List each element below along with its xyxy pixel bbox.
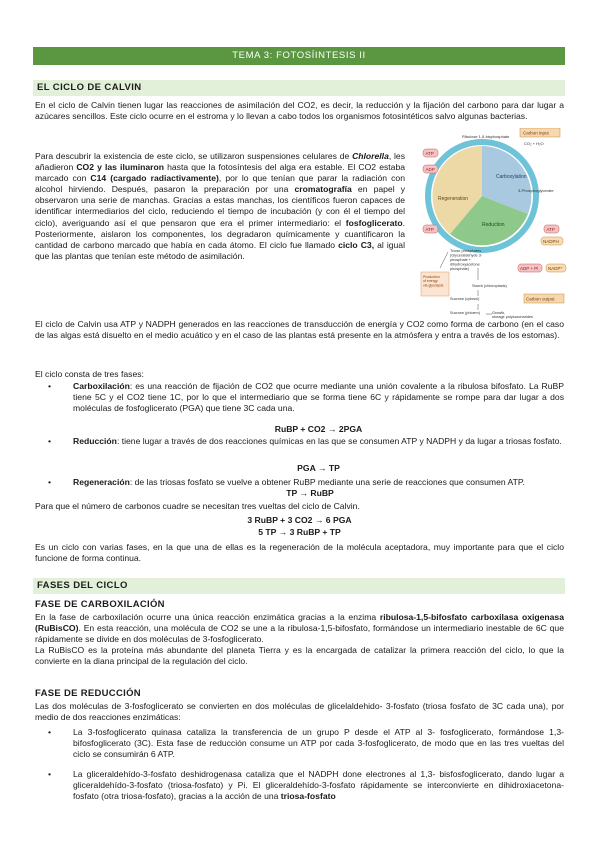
- nadp-label: NADP⁺: [548, 266, 563, 271]
- bullet-icon: •: [48, 477, 52, 487]
- bullet-quinasa: La 3-fosfoglicerato quinasa cataliza la transferencia de un grupo P desde el ATP al 3- fosfoglicerato, formándose 1,3-bifosfoglicerato (3C). Esta fase de reducción consume un ATP por cada 3-fosfoglicerato, de modo que en las tres vueltas del ciclo se consumirán 6 ATP.: [73, 727, 564, 760]
- reduction-intro-paragraph: Las dos moléculas de 3-fosfoglicerato se convierten en dos moléculas de glicelaldehido- 3-fosfato (triosa fosfato de 3C cada una), por medio de dos reacciones enzimáticas:: [35, 701, 564, 723]
- calvin-cycle-diagram: [420, 128, 570, 328]
- output-arrows: [478, 268, 492, 314]
- ribulose-label: Ribulose 1,5-bisphosphate: [462, 134, 510, 139]
- triose-label: Triose phosphates (Glyceraldehyde 3- phosphate + dihydroxyacetone phosphate): [450, 249, 483, 271]
- reduction-label: Reduction: [482, 222, 505, 228]
- bullet-icon: •: [48, 436, 52, 446]
- carbon-input-label: Carbon input: [523, 130, 549, 136]
- regeneration-label: Regeneration: [438, 196, 469, 202]
- atp-right-label: ATP: [546, 227, 555, 232]
- equation-three-rubp: 3 RuBP + 3 CO2 → 6 PGA: [247, 515, 352, 525]
- pga-label: 3-Phosphoglycerate: [518, 188, 554, 193]
- subheading-reduccion: FASE DE REDUCCIÓN: [35, 688, 141, 699]
- discovery-paragraph: Para descubrir la existencia de este ciclo, se utilizaron suspensiones celulares de Chlorella, les añadieron CO2 y las iluminaron hasta que la fotosíntesis del alga era estable. El CO2 estaba marcado con C14 (cargado radiactivamente), por lo que tenían que parar la radiación con alcohol hirviendo. Después, pasaron la preparación por una cromatografía en papel y observaron una serie de manchas. Gracias a estas manchas, los científicos fueron capaces de identificar intermediarios del ciclo, reduciendo el tiempo de incubación (y con él el tiempo del ciclo), averiguando así el que pensaron que era el primer intermediario: el fosfoglicerato. Posteriormente, aislaron los componentes, los degradaron químicamente y cuantificaron la cantidad de carbono marcado que había en cada átomo. El ciclo fue llamado ciclo C3, al igual que las plantas que tenían este método de asimilación.: [35, 151, 406, 261]
- starch-label: Starch (chloroplasts): [472, 284, 507, 288]
- adp-pi-label: ADP + Pi: [520, 266, 539, 271]
- equation-reduction: PGA → TP: [297, 463, 340, 473]
- carboxylation-paragraph: En la fase de carboxilación ocurre una única reacción enzimática gracias a la enzima ribulosa-1,5-bifosfato carboxilasa oxigenasa (RuBisCO). En esta reacción, una molécula de CO2 se une a la ribulosa-1,5-bifosfato, formándose un intermediario inestable de 6C que rápidamente se divide en dos moléculas de 3-fosfoglicerato.: [35, 612, 564, 645]
- bullet-deshidrogenasa: La gliceraldehído-3-fosfato deshidrogenasa cataliza que el NADPH done electrones al 1,3- bisfosfoglicerato, dando lugar a gliceraldehído-3-fosfato (triosa-fosfato) y Pi. El gliceraldehído-3-fosfato rápidamente se interconvierte en dihidroxiacetona- fosfato (otra triosa-fosfato), gracias a la acción de una triosa-fosfato: [73, 769, 564, 802]
- glycolysis-arrow: [440, 252, 448, 268]
- calvin-cycle-figure: [420, 128, 570, 328]
- production-label: Production of energy via glycolysis: [423, 275, 444, 288]
- bullet-reduction: Reducción: tiene lugar a través de dos reacciones químicas en las que se consumen ATP y NADPH y da lugar a triosas fosfato.: [73, 436, 562, 446]
- bullet-carboxylation: Carboxilación: es una reacción de fijación de CO2 que ocurre mediante una unión covalente a la ribulosa bifosfato. La RuBP tiene 5C y el CO2 tiene 1C, por lo que el intermediario que se forma tiene 6C y rápidamente se rompe para dar lugar a dos moléculas de fosfoglicerato (PGA) que tiene 3C cada una.: [73, 381, 564, 414]
- sucrose-cytosol-label: Sucrose (cytosol): [450, 297, 480, 301]
- adp-label: ADP: [425, 167, 435, 172]
- section-heading-calvin: EL CICLO DE CALVIN: [33, 80, 565, 96]
- bullet-icon: •: [48, 769, 52, 779]
- page-title: TEMA 3: FOTOSÍINTESIS II: [33, 47, 565, 65]
- regeneration-importance-paragraph: Es un ciclo con varias fases, en la que una de ellas es la regeneración de la molécula aceptadora, muy importante para que el ciclo funcione de forma continua.: [35, 542, 564, 564]
- equation-five-tp: 5 TP → 3 RuBP + TP: [258, 527, 341, 537]
- calvin-uses-paragraph: El ciclo de Calvin usa ATP y NADPH generados en las reacciones de transducción de energía y CO2 como forma de carbono (en el caso de las algas está disuelto en el medio acuático y en el caso de las plantas está presente en la atmósfera y entra a través de los estomas).: [35, 319, 564, 341]
- subheading-carboxilacion: FASE DE CARBOXILACIÓN: [35, 599, 165, 610]
- three-turns-paragraph: Para que el número de carbonos cuadre se necesitan tres vueltas del ciclo de Calvin.: [35, 501, 360, 511]
- equation-regeneration: TP → RuBP: [286, 488, 334, 498]
- nadph-label: NADPH: [543, 239, 559, 244]
- carbon-output-label: Carbon output: [526, 296, 555, 302]
- bullet-icon: •: [48, 727, 52, 737]
- atp-left-label: ATP: [425, 227, 434, 232]
- sucrose-phloem-label: Sucrose (phloem): [450, 311, 480, 315]
- equation-carboxylation: RuBP + CO2 → 2PGA: [274, 424, 363, 434]
- co2-label: CO₂ + H₂O: [524, 141, 544, 146]
- bullet-regeneration: Regeneración: de las triosas fosfato se vuelve a obtener RuBP mediante una serie de reacciones que consumen ATP.: [73, 477, 525, 487]
- rubisco-paragraph: La RuBisCO es la proteína más abundante del planeta Tierra y es la encargada de catalizar la primera reacción del ciclo, lo que la convierte en la diana principal de la regulación del ciclo.: [35, 645, 564, 667]
- bullet-icon: •: [48, 381, 52, 391]
- section-heading-fases: FASES DEL CICLO: [33, 578, 565, 594]
- atp-top-label: ATP: [425, 151, 434, 156]
- carboxylation-label: Carboxylation: [496, 174, 527, 180]
- three-phases-intro: El ciclo consta de tres fases:: [35, 369, 144, 379]
- growth-label: Growth, storage polysaccharides: [492, 311, 533, 320]
- intro-paragraph: En el ciclo de Calvin tienen lugar las reacciones de asimilación del CO2, es decir, la reducción y la fijación del carbono para dar lugar a azúcares sencillos. Este ciclo ocurre en el estroma y lo llevan a cabo todos los organismos fotosintéticos salvo algunas bacterias.: [35, 100, 564, 122]
